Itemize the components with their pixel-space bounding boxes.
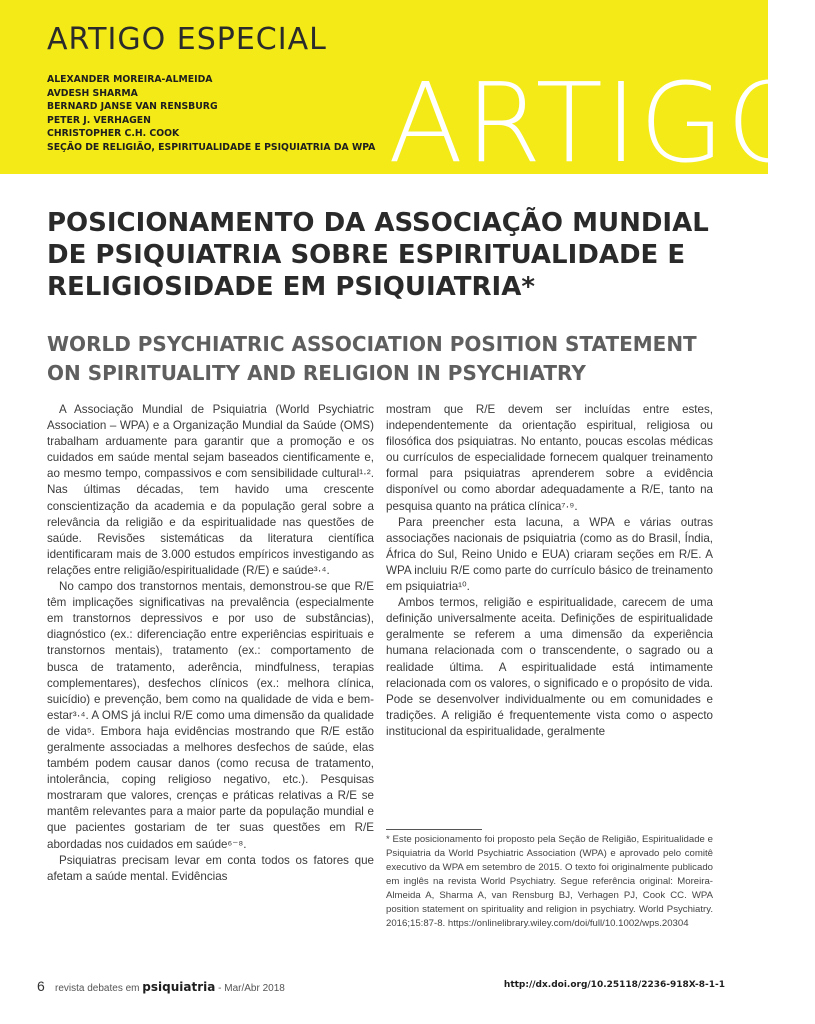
article-title-portuguese: POSICIONAMENTO DA ASSOCIAÇÃO MUNDIAL DE PSIQUIATRIA SOBRE ESPIRITUALIDADE E RELIGIOSIDADE EM PSIQUIATRIA* bbox=[47, 208, 709, 302]
author-affiliation: SEÇÃO DE RELIGIÃO, ESPIRITUALIDADE E PSIQUIATRIA DA WPA bbox=[47, 141, 376, 153]
header-band bbox=[0, 0, 815, 187]
author: ALEXANDER MOREIRA-ALMEIDA bbox=[47, 74, 213, 85]
body-column-left bbox=[47, 402, 374, 885]
article-title-english: WORLD PSYCHIATRIC ASSOCIATION POSITION STATEMENT ON SPIRITUALITY AND RELIGION IN PSYCHIATRY bbox=[47, 332, 697, 385]
doi-link[interactable]: http://dx.doi.org/10.25118/2236-918X-8-1-1 bbox=[503, 980, 725, 990]
footnote-divider bbox=[386, 829, 482, 830]
journal-citation bbox=[55, 980, 285, 994]
page-number: 6 bbox=[37, 978, 45, 994]
body-paragraph: Psiquiatras precisam levar em conta todos os fatores que afetam a saúde mental. Evidências bbox=[47, 853, 374, 883]
body-paragraph: Para preencher esta lacuna, a WPA e várias outras associações nacionais de psiquiatria (como as do Brasil, Índia, África do Sul, Reino Unido e EUA) criaram seções em R/E. A WPA incluiu R/E como parte do currículo básico de treinamento em psiquiatria¹⁰. bbox=[386, 515, 713, 594]
journal-issue: - Mar/Abr 2018 bbox=[218, 983, 285, 994]
section-label: ARTIGO ESPECIAL bbox=[47, 22, 327, 57]
author: AVDESH SHARMA bbox=[47, 87, 138, 99]
author: PETER J. VERHAGEN bbox=[47, 114, 151, 126]
body-paragraph: mostram que R/E devem ser incluídas entre estes, independentemente da orientação espiritual, religiosa ou filosófica dos psiquiatras. No entanto, poucas escolas médicas ou currículos de especialidade fornecem qualquer treinamento formal para psiquiatras aprenderem sobre a evidência disponível ou como abordar adequadamente a R/E, tanto na pesquisa quanto na prática clínica⁷·⁹. bbox=[386, 403, 713, 513]
body-column-right bbox=[386, 402, 713, 740]
journal-prefix: revista debates em bbox=[55, 983, 140, 994]
footnote-text: * Este posicionamento foi proposto pela Seção de Religião, Espiritualidade e Psiquiatria da World Psychiatric Association (WPA) e aprovado pelo comitê executivo da WPA em setembro de 2015. O texto foi originalmente publicado em inglês na revista World Psychiatry. Segue referência original: Moreira-Almeida A, Sharma A, van Rensburg BJ, Verhagen PJ, Cook CC. WPA position statement on spirituality and religion in psychiatry. World Psychiatry. 2016;15:87-8. https://onlinelibrary.wiley.com/doi/full/10.1002/wps.20304 bbox=[386, 834, 713, 929]
body-paragraph: No campo dos transtornos mentais, demonstrou-se que R/E têm implicações significativas na prevalência (especialmente em transtornos depressivos e por uso de substâncias), diagnóstico (ex.: diferenciação entre experiências espirituais e transtornos mentais), tratamento (ex.: comportamento de busca de tratamento, aderência, mindfulness, terapias complementares), desfechos clínicos (ex.: melhora clínica, suicídio) e prevenção, bem como na qualidade de vida e bem-estar³·⁴. A OMS já inclui R/E como uma dimensão da qualidade de vida⁵. Embora haja evidências mostrando que R/E estão geralmente associadas a melhores desfechos de saúde, elas também podem causar danos (como recusa de tratamento, intolerância, coping religioso negativo, etc.). Pesquisas mostraram que valores, crenças e práticas relativas a R/E se mantêm relevantes para a maior parte da população mundial e que pacientes gostariam de ter suas questões em R/E abordadas nos cuidados em saúde⁶⁻⁸. bbox=[47, 580, 374, 851]
author: BERNARD JANSE VAN RENSBURG bbox=[47, 101, 218, 113]
journal-name: psiquiatria bbox=[142, 980, 216, 994]
section-watermark: ARTIGO bbox=[388, 59, 815, 187]
author: CHRISTOPHER C.H. COOK bbox=[47, 128, 180, 140]
footnote bbox=[386, 829, 713, 931]
page-footer bbox=[0, 978, 768, 998]
body-paragraph: A Associação Mundial de Psiquiatria (World Psychiatric Association – WPA) e a Organização Mundial da Saúde (OMS) trabalham arduamente para garantir que a promoção e os cuidados em saúde mental sejam baseados cientificamente e, ao mesmo tempo, compassivos e com sensibilidade cultural¹·². Nas últimas décadas, tem havido uma crescente conscientização da academia e da população geral sobre a relevância da religião e da espiritualidade nas questões de saúde. Revisões sistemáticas da literatura científica identificaram mais de 3.000 estudos empíricos investigando as relações entre religião/espiritualidade (R/E) e saúde³·⁴. bbox=[47, 403, 374, 577]
body-paragraph: Ambos termos, religião e espiritualidade, carecem de uma definição universalmente aceita. Definições de espiritualidade geralmente se referem a uma dimensão da experiência humana relacionada com o transcendente, o sagrado ou a realidade última. A espiritualidade está intimamente relacionada com os valores, o significado e o propósito de vida. Pode se desenvolver individualmente ou em comunidades e tradições. A religião é frequentemente vista como o aspecto institucional da espiritualidade, geralmente bbox=[386, 596, 713, 738]
author-list bbox=[47, 73, 375, 155]
